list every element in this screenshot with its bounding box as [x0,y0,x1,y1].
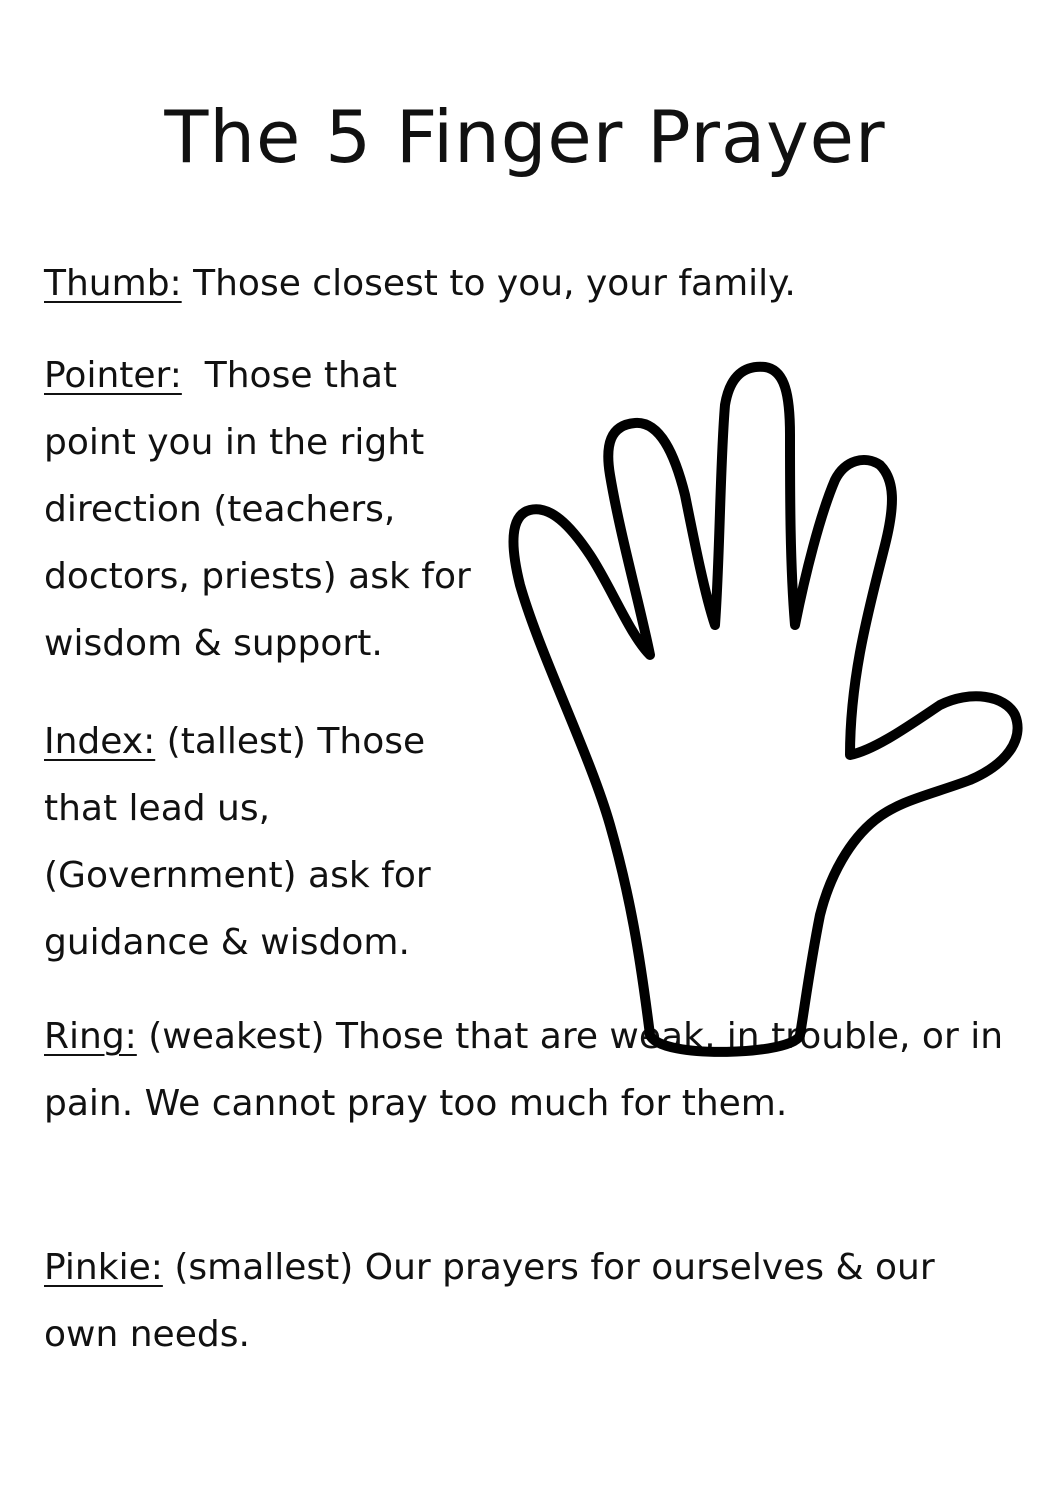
pointer-label: Pointer: [44,355,182,396]
ring-text: (weakest) Those that are weak, in trouble, or in pain. We cannot pray too much for them. [44,1016,1004,1124]
pinkie-section [44,1234,1004,1368]
thumb-section [44,250,1004,317]
pointer-text: Those that point you in the right direction (teachers, doctors, priests) ask for wisdom & support. [44,355,483,664]
hand-outline-icon [500,355,1040,1075]
pinkie-label: Pinkie: [44,1247,163,1288]
index-label: Index: [44,721,156,762]
hand-outline-path [513,367,1017,1052]
index-section [44,708,484,976]
thumb-label: Thumb: [44,263,182,304]
thumb-text: Those closest to you, your family. [181,263,796,304]
index-text: (tallest) Those that lead us, (Government) ask for guidance & wisdom. [44,721,431,963]
ring-label: Ring: [44,1016,137,1057]
page-title: The 5 Finger Prayer [164,95,886,179]
pinkie-text: (smallest) Our prayers for ourselves & our own needs. [44,1247,935,1355]
pointer-section [44,342,484,677]
